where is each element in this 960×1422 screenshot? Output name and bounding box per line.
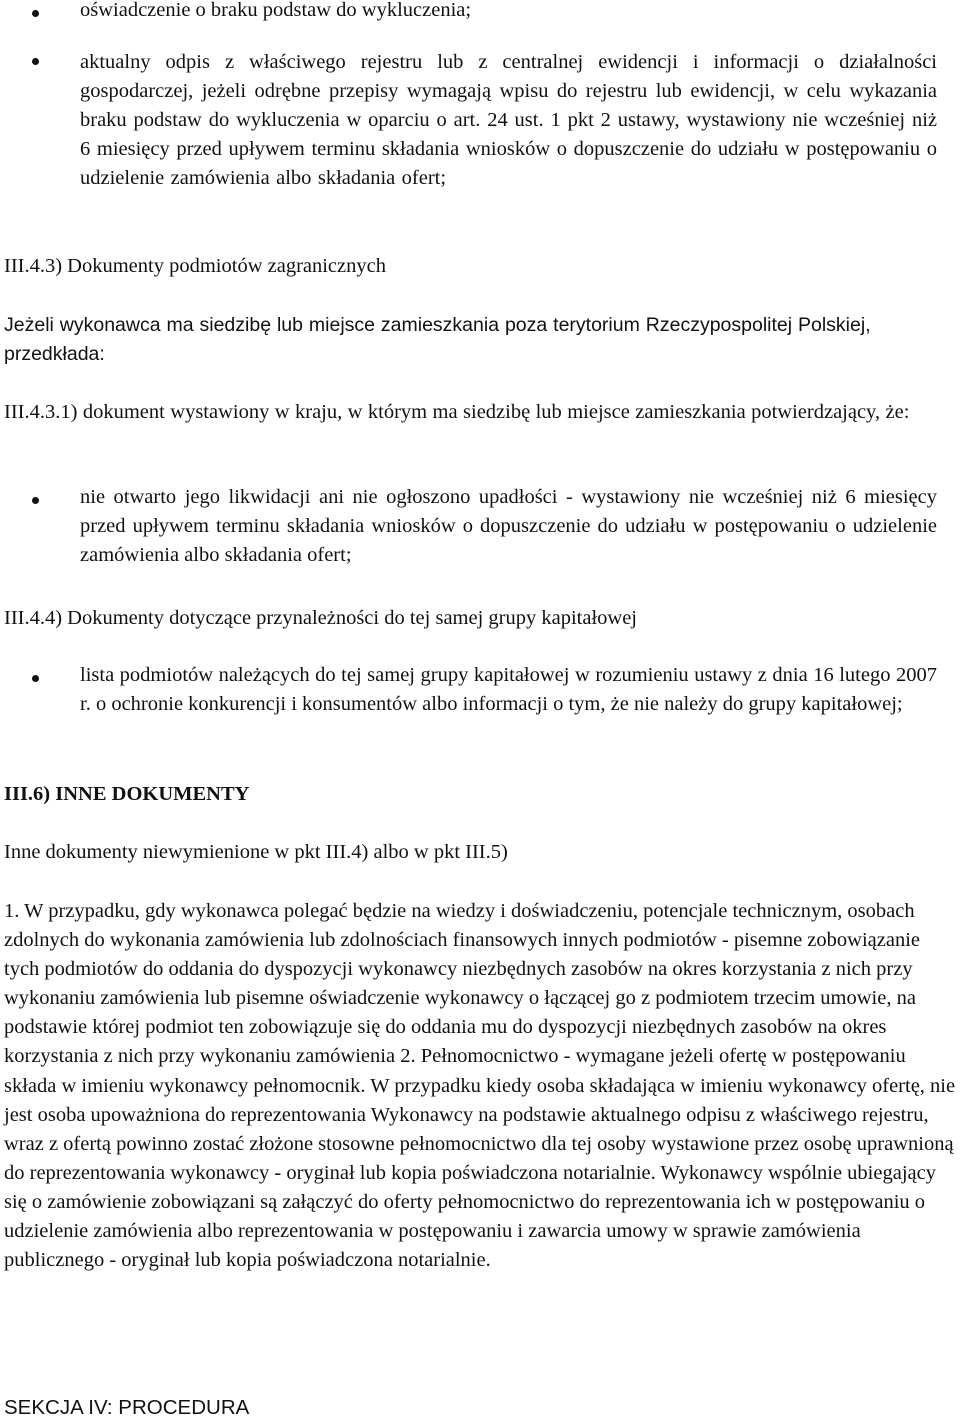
section-heading: III.4.4) Dokumenty dotyczące przynależności do tej samej grupy kapitałowej: [4, 607, 637, 629]
list-item-text: oświadczenie o braku podstaw do wykluczenia;: [80, 0, 472, 21]
section-intro: Jeżeli wykonawca ma siedzibę lub miejsce zamieszkania poza terytorium Rzeczypospolitej Polskiej, przedkłada:: [4, 314, 871, 365]
section-intro: Inne dokumenty niewymienione w pkt III.4) albo w pkt III.5): [4, 841, 508, 863]
bullet-icon: [32, 675, 39, 682]
section-heading: III.6) INNE DOKUMENTY: [4, 783, 250, 805]
section-title: SEKCJA IV: PROCEDURA: [4, 1396, 250, 1419]
list-item-text: aktualny odpis z właściwego rejestru lub z centralnej ewidencji i informacji o działalności gospodarczej, jeżeli odrębne przepisy wymagają wpisu do rejestru lub ewidencji, w celu wykazania braku podstaw do wykluczenia w oparciu o art. 24 ust. 1 pkt 2 ustawy, wystawiony nie wcześniej niż 6 miesięcy przed upływem terminu składania wniosków o dopuszczenie do udziału w postępowaniu o udzielenie zamówienia albo składania ofert;: [80, 51, 937, 189]
bullet-icon: [32, 497, 39, 504]
sub-heading: III.4.3.1) dokument wystawiony w kraju, w którym ma siedzibę lub miejsce zamieszkania potwierdzający, że:: [4, 401, 910, 423]
paragraph: 1. W przypadku, gdy wykonawca polegać będzie na wiedzy i doświadczeniu, potencjale technicznym, osobach zdolnych do wykonania zamówienia lub zdolnościach finansowych innych podmiotów - pisemne zobowiązanie tych podmiotów do oddania do dyspozycji wykonawcy niezbędnych zasobów na okres korzystania z nich przy wykonaniu zamówienia lub pisemne oświadczenie wykonawcy o łączącej go z podmiotem trzecim umowie, na podstawie której podmiot ten zobowiązuje się do oddania mu do dyspozycji niezbędnych zasobów na okres korzystania z nich przy wykonaniu zamówienia 2. Pełnomocnictwo - wymagane jeżeli ofertę w postępowaniu składa w imieniu wykonawcy pełnomocnik. W przypadku kiedy osoba składająca w imieniu wykonawcy ofertę, nie jest osoba upoważniona do reprezentowania Wykonawcy na podstawie aktualnego odpisu z właściwego rejestru, wraz z ofertą powinno zostać złożone stosowne pełnomocnictwo dla tej osoby wystawione przez osobę uprawnioną do reprezentowania wykonawcy - oryginał lub kopia poświadczona notarialnie. Wykonawcy wspólnie ubiegający się o zamówienie zobowiązani są załączyć do oferty pełnomocnictwo do reprezentowania ich w postępowaniu o udzielenie zamówienia albo reprezentowania w postępowaniu i zawarcia umowy w sprawie zamówienia publicznego - oryginał lub kopia poświadczona notarialnie.: [4, 900, 956, 1272]
bullet-icon: [32, 58, 39, 65]
bullet-icon: [32, 10, 39, 17]
section-heading: III.4.3) Dokumenty podmiotów zagranicznych: [4, 255, 386, 277]
list-item-text: lista podmiotów należących do tej samej grupy kapitałowej w rozumieniu ustawy z dnia 16 lutego 2007 r. o ochronie konkurencji i konsumentów albo informacji o tym, że nie należy do grupy kapitałowej;: [80, 664, 937, 715]
list-item-text: nie otwarto jego likwidacji ani nie ogłoszono upadłości - wystawiony nie wcześniej niż 6 miesięcy przed upływem terminu składania wniosków o dopuszczenie do udziału w postępowaniu o udzielenie zamówienia albo składania ofert;: [80, 486, 937, 566]
